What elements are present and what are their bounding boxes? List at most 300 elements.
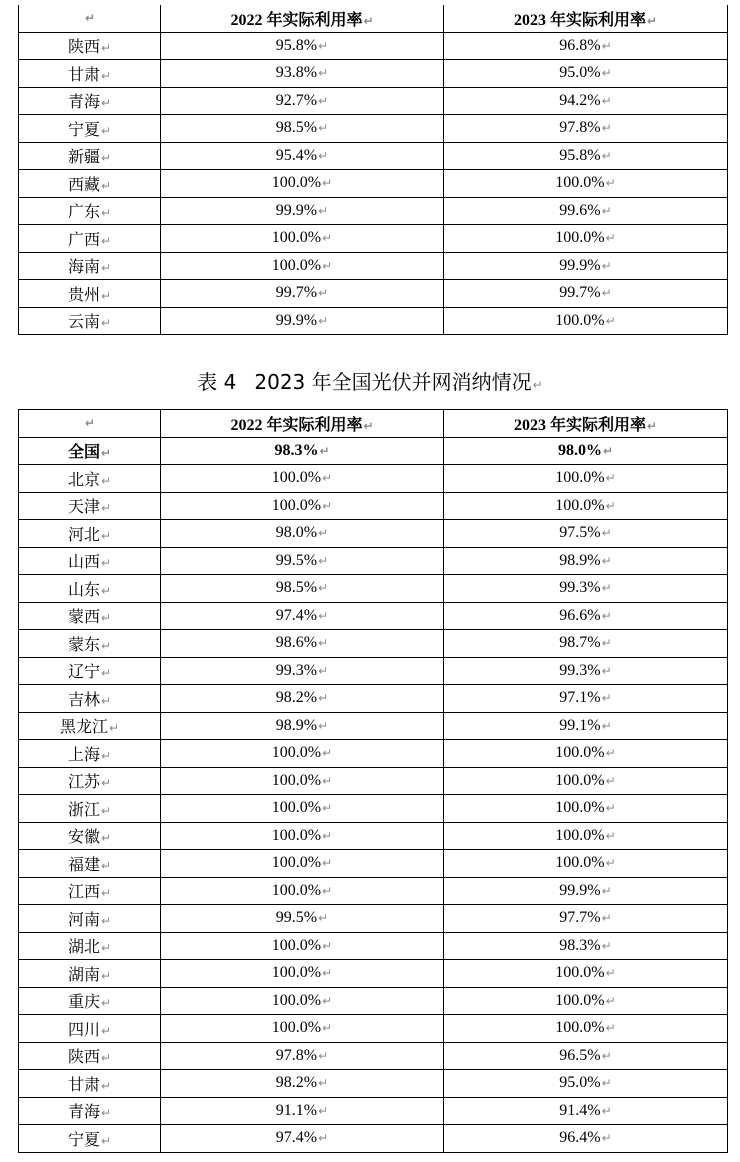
region-cell-text: 宁夏 bbox=[67, 121, 100, 139]
paragraph-mark-icon: ↵ bbox=[322, 883, 333, 898]
paragraph-mark-icon: ↵ bbox=[100, 913, 112, 928]
region-cell-text: 青海 bbox=[67, 1104, 100, 1122]
paragraph-mark-icon: ↵ bbox=[319, 443, 330, 458]
value-2023-cell bbox=[444, 657, 728, 685]
value-2022-cell bbox=[161, 767, 444, 795]
paragraph-mark-icon: ↵ bbox=[100, 968, 112, 983]
region-cell bbox=[19, 1070, 161, 1098]
table-row bbox=[19, 547, 728, 575]
region-cell-text: 吉林 bbox=[67, 691, 100, 709]
table-row bbox=[19, 850, 728, 878]
paragraph-mark-icon: ↵ bbox=[100, 151, 112, 166]
value-2022-cell-text: 99.9% bbox=[275, 201, 318, 219]
value-2022-cell bbox=[161, 1125, 444, 1153]
region-cell-text: 青海 bbox=[67, 94, 100, 112]
value-2023-cell bbox=[444, 987, 728, 1015]
paragraph-mark-icon: ↵ bbox=[100, 693, 112, 708]
value-2022-cell-text: 99.9% bbox=[275, 311, 318, 329]
paragraph-mark-icon: ↵ bbox=[100, 611, 112, 626]
region-cell bbox=[19, 1015, 161, 1043]
paragraph-mark-icon: ↵ bbox=[322, 993, 333, 1008]
value-2022-cell-text: 100.0% bbox=[271, 854, 322, 872]
paragraph-mark-icon: ↵ bbox=[100, 748, 112, 763]
table-row bbox=[19, 932, 728, 960]
value-2022-cell-text: 100.0% bbox=[271, 256, 322, 274]
value-2023-cell bbox=[444, 1042, 728, 1070]
paragraph-mark-icon: ↵ bbox=[100, 96, 112, 111]
paragraph-mark-icon: ↵ bbox=[646, 13, 658, 28]
paragraph-mark-icon: ↵ bbox=[318, 911, 329, 926]
paragraph-mark-icon: ↵ bbox=[601, 203, 612, 218]
paragraph-mark-icon: ↵ bbox=[100, 996, 112, 1011]
paragraph-mark-icon: ↵ bbox=[100, 803, 112, 818]
table-row bbox=[19, 602, 728, 630]
value-2022-cell-text: 92.7% bbox=[275, 91, 318, 109]
paragraph-mark-icon: ↵ bbox=[100, 261, 112, 276]
value-2023-cell bbox=[444, 740, 728, 768]
paragraph-mark-icon: ↵ bbox=[100, 41, 112, 56]
value-2023-cell bbox=[444, 87, 728, 115]
region-cell bbox=[19, 1097, 161, 1125]
value-2023-cell-text: 100.0% bbox=[555, 799, 605, 817]
table-4-body bbox=[19, 410, 728, 1153]
value-2022-cell-text: 98.5% bbox=[275, 119, 318, 137]
value-2022-cell-text: 100.0% bbox=[271, 744, 322, 762]
value-2022-cell-text: 98.9% bbox=[275, 716, 318, 734]
paragraph-mark-icon: ↵ bbox=[605, 471, 616, 486]
value-2022-cell-text: 98.2% bbox=[275, 1074, 318, 1092]
region-cell-text: 黑龙江 bbox=[59, 719, 108, 737]
paragraph-mark-icon: ↵ bbox=[318, 636, 329, 651]
paragraph-mark-icon: ↵ bbox=[100, 1106, 112, 1121]
paragraph-mark-icon: ↵ bbox=[601, 1103, 612, 1118]
value-2022-cell bbox=[161, 142, 444, 170]
region-cell bbox=[19, 142, 161, 170]
value-2023-cell-text: 96.8% bbox=[559, 36, 601, 54]
region-cell bbox=[19, 712, 161, 740]
paragraph-mark-icon: ↵ bbox=[100, 831, 112, 846]
value-2023-cell bbox=[444, 547, 728, 575]
table-row bbox=[19, 115, 728, 143]
table-row bbox=[19, 960, 728, 988]
region-cell bbox=[19, 740, 161, 768]
value-2023-cell bbox=[444, 225, 728, 253]
paragraph-mark-icon: ↵ bbox=[100, 638, 112, 653]
table-row bbox=[19, 225, 728, 253]
value-2023-cell bbox=[444, 60, 728, 88]
region-cell bbox=[19, 767, 161, 795]
region-cell-text: 山西 bbox=[67, 554, 100, 572]
value-2022-cell-text: 100.0% bbox=[271, 799, 322, 817]
table-row bbox=[19, 1015, 728, 1043]
value-2023-cell bbox=[444, 932, 728, 960]
value-2023-cell bbox=[444, 905, 728, 933]
value-2022-cell bbox=[161, 307, 444, 335]
value-2023-cell bbox=[444, 1125, 728, 1153]
value-2023-cell bbox=[444, 575, 728, 603]
value-2023-cell-text: 100.0% bbox=[555, 964, 605, 982]
region-cell bbox=[19, 795, 161, 823]
table-row bbox=[19, 142, 728, 170]
value-2022-cell bbox=[161, 685, 444, 713]
value-2023-cell-text: 94.2% bbox=[559, 91, 601, 109]
value-2022-cell-text: 100.0% bbox=[271, 469, 322, 487]
value-2022-cell bbox=[161, 197, 444, 225]
value-2023-cell-text: 99.7% bbox=[559, 284, 601, 302]
table-row bbox=[19, 170, 728, 198]
paragraph-mark-icon: ↵ bbox=[100, 1078, 112, 1093]
value-2022-cell bbox=[161, 280, 444, 308]
value-2023-cell bbox=[444, 307, 728, 335]
region-cell bbox=[19, 87, 161, 115]
value-2023-cell-text: 98.7% bbox=[559, 634, 601, 652]
caption-label: 表 4 bbox=[197, 370, 237, 394]
region-cell-text: 蒙东 bbox=[67, 636, 100, 654]
paragraph-mark-icon: ↵ bbox=[100, 1133, 112, 1148]
paragraph-mark-icon: ↵ bbox=[100, 556, 112, 571]
value-2023-cell bbox=[444, 960, 728, 988]
header-cell-2022 bbox=[161, 410, 444, 438]
region-cell-text: 四川 bbox=[67, 1021, 100, 1039]
value-2022-cell bbox=[161, 1070, 444, 1098]
table-row bbox=[19, 987, 728, 1015]
paragraph-mark-icon: ↵ bbox=[84, 11, 96, 26]
table-row bbox=[19, 280, 728, 308]
paragraph-mark-icon: ↵ bbox=[100, 473, 112, 488]
value-2023-cell-text: 97.7% bbox=[559, 909, 601, 927]
paragraph-mark-icon: ↵ bbox=[100, 288, 112, 303]
value-2022-cell-text: 91.1% bbox=[275, 1101, 318, 1119]
caption-title: 2023 年全国光伏并网消纳情况 bbox=[254, 370, 532, 394]
value-2023-cell-text: 95.0% bbox=[559, 1074, 601, 1092]
paragraph-mark-icon: ↵ bbox=[318, 608, 329, 623]
value-2023-cell bbox=[444, 1015, 728, 1043]
paragraph-mark-icon: ↵ bbox=[605, 856, 616, 871]
paragraph-mark-icon: ↵ bbox=[100, 858, 112, 873]
paragraph-mark-icon: ↵ bbox=[100, 666, 112, 681]
value-2022-cell-text: 100.0% bbox=[271, 964, 322, 982]
paragraph-mark-icon: ↵ bbox=[318, 1131, 329, 1146]
value-2023-cell bbox=[444, 767, 728, 795]
table-row bbox=[19, 685, 728, 713]
region-cell bbox=[19, 437, 161, 465]
paragraph-mark-icon: ↵ bbox=[318, 203, 329, 218]
paragraph-mark-icon: ↵ bbox=[605, 773, 616, 788]
paragraph-mark-icon: ↵ bbox=[601, 286, 612, 301]
value-2023-cell bbox=[444, 32, 728, 60]
value-2022-cell-text: 93.8% bbox=[275, 64, 318, 82]
value-2022-cell-text: 99.7% bbox=[275, 284, 318, 302]
header-cell-2023-text: 2023 年实际利用率 bbox=[513, 11, 646, 29]
region-cell bbox=[19, 465, 161, 493]
region-cell-text: 贵州 bbox=[67, 286, 100, 304]
paragraph-mark-icon: ↵ bbox=[100, 316, 112, 331]
value-2022-cell bbox=[161, 465, 444, 493]
paragraph-mark-icon: ↵ bbox=[322, 828, 333, 843]
table-row bbox=[19, 1042, 728, 1070]
value-2023-cell bbox=[444, 1070, 728, 1098]
table-row bbox=[19, 252, 728, 280]
value-2023-cell-text: 100.0% bbox=[555, 229, 605, 247]
value-2023-cell bbox=[444, 492, 728, 520]
value-2022-cell bbox=[161, 1042, 444, 1070]
region-cell bbox=[19, 960, 161, 988]
region-cell-text: 江苏 bbox=[67, 774, 100, 792]
value-2022-cell bbox=[161, 905, 444, 933]
region-cell-text: 北京 bbox=[67, 471, 100, 489]
value-2022-cell bbox=[161, 795, 444, 823]
value-2023-cell-text: 100.0% bbox=[555, 771, 605, 789]
paragraph-mark-icon: ↵ bbox=[605, 1021, 616, 1036]
header-row bbox=[19, 410, 728, 438]
header-cell-2022-text: 2022 年实际利用率 bbox=[230, 11, 363, 29]
value-2022-cell bbox=[161, 437, 444, 465]
region-cell bbox=[19, 1125, 161, 1153]
table-3-body bbox=[19, 5, 728, 335]
region-cell-text: 重庆 bbox=[67, 994, 100, 1012]
region-cell-text: 福建 bbox=[67, 856, 100, 874]
value-2022-cell-text: 100.0% bbox=[271, 936, 322, 954]
table-row bbox=[19, 877, 728, 905]
value-2022-cell-text: 99.5% bbox=[275, 551, 318, 569]
table-row bbox=[19, 767, 728, 795]
paragraph-mark-icon: ↵ bbox=[318, 553, 329, 568]
value-2023-cell-text: 100.0% bbox=[555, 826, 605, 844]
value-2023-cell-text: 100.0% bbox=[555, 496, 605, 514]
paragraph-mark-icon: ↵ bbox=[601, 526, 612, 541]
paragraph-mark-icon: ↵ bbox=[100, 528, 112, 543]
value-2023-cell-text: 98.0% bbox=[557, 441, 602, 459]
paragraph-mark-icon: ↵ bbox=[318, 93, 329, 108]
paragraph-mark-icon: ↵ bbox=[363, 418, 374, 433]
value-2023-cell-text: 99.1% bbox=[559, 716, 601, 734]
table-row bbox=[19, 465, 728, 493]
header-cell-region bbox=[19, 410, 161, 438]
value-2023-cell-text: 100.0% bbox=[555, 311, 605, 329]
value-2023-cell-text: 100.0% bbox=[555, 1019, 605, 1037]
value-2022-cell-text: 95.4% bbox=[275, 146, 318, 164]
region-cell-text: 山东 bbox=[67, 581, 100, 599]
value-2023-cell bbox=[444, 170, 728, 198]
region-cell-text: 河南 bbox=[67, 911, 100, 929]
value-2022-cell bbox=[161, 850, 444, 878]
paragraph-mark-icon: ↵ bbox=[601, 66, 612, 81]
value-2022-cell bbox=[161, 1015, 444, 1043]
table-row bbox=[19, 60, 728, 88]
value-2023-cell bbox=[444, 437, 728, 465]
paragraph-mark-icon: ↵ bbox=[605, 746, 616, 761]
region-cell-text: 广东 bbox=[67, 204, 100, 222]
table-row bbox=[19, 87, 728, 115]
region-cell bbox=[19, 547, 161, 575]
region-cell bbox=[19, 60, 161, 88]
value-2023-cell bbox=[444, 712, 728, 740]
region-cell-text: 海南 bbox=[67, 259, 100, 277]
value-2022-cell-text: 99.5% bbox=[275, 909, 318, 927]
region-cell bbox=[19, 630, 161, 658]
header-cell-2023-text: 2023 年实际利用率 bbox=[513, 416, 646, 434]
paragraph-mark-icon: ↵ bbox=[605, 828, 616, 843]
region-cell-text: 新疆 bbox=[67, 149, 100, 167]
paragraph-mark-icon: ↵ bbox=[532, 378, 543, 392]
table-row bbox=[19, 822, 728, 850]
region-cell bbox=[19, 932, 161, 960]
value-2023-cell-text: 95.0% bbox=[559, 64, 601, 82]
paragraph-mark-icon: ↵ bbox=[318, 718, 329, 733]
value-2022-cell bbox=[161, 87, 444, 115]
paragraph-mark-icon: ↵ bbox=[318, 38, 329, 53]
value-2022-cell-text: 100.0% bbox=[271, 826, 322, 844]
value-2022-cell-text: 100.0% bbox=[271, 771, 322, 789]
value-2023-cell-text: 100.0% bbox=[555, 174, 605, 192]
region-cell bbox=[19, 115, 161, 143]
value-2022-cell bbox=[161, 32, 444, 60]
region-cell bbox=[19, 280, 161, 308]
value-2023-cell-text: 100.0% bbox=[555, 469, 605, 487]
value-2023-cell-text: 96.5% bbox=[559, 1046, 601, 1064]
paragraph-mark-icon: ↵ bbox=[601, 911, 612, 926]
region-cell-text: 全国 bbox=[67, 444, 100, 462]
value-2022-cell-text: 100.0% bbox=[271, 229, 322, 247]
region-cell-text: 西藏 bbox=[67, 176, 100, 194]
paragraph-mark-icon: ↵ bbox=[318, 286, 329, 301]
value-2022-cell-text: 100.0% bbox=[271, 881, 322, 899]
region-cell bbox=[19, 32, 161, 60]
region-cell-text: 河北 bbox=[67, 526, 100, 544]
region-cell bbox=[19, 685, 161, 713]
value-2023-cell bbox=[444, 1097, 728, 1125]
value-2022-cell-text: 97.4% bbox=[275, 606, 318, 624]
value-2022-cell bbox=[161, 960, 444, 988]
paragraph-mark-icon: ↵ bbox=[605, 313, 616, 328]
paragraph-mark-icon: ↵ bbox=[100, 178, 112, 193]
paragraph-mark-icon: ↵ bbox=[322, 801, 333, 816]
value-2023-cell-text: 97.8% bbox=[559, 119, 601, 137]
paragraph-mark-icon: ↵ bbox=[322, 471, 333, 486]
table-row bbox=[19, 630, 728, 658]
paragraph-mark-icon: ↵ bbox=[318, 581, 329, 596]
region-cell-text: 云南 bbox=[67, 314, 100, 332]
region-cell bbox=[19, 657, 161, 685]
paragraph-mark-icon: ↵ bbox=[318, 66, 329, 81]
value-2022-cell-text: 100.0% bbox=[271, 174, 322, 192]
value-2022-cell bbox=[161, 60, 444, 88]
table-3-wind-utilization bbox=[18, 5, 728, 335]
paragraph-mark-icon: ↵ bbox=[108, 721, 120, 736]
table-row bbox=[19, 520, 728, 548]
region-cell-text: 蒙西 bbox=[67, 609, 100, 627]
value-2022-cell bbox=[161, 987, 444, 1015]
region-cell-text: 宁夏 bbox=[67, 1131, 100, 1149]
paragraph-mark-icon: ↵ bbox=[601, 1048, 612, 1063]
value-2023-cell-text: 95.8% bbox=[559, 146, 601, 164]
paragraph-mark-icon: ↵ bbox=[100, 886, 112, 901]
paragraph-mark-icon: ↵ bbox=[601, 938, 612, 953]
table-row bbox=[19, 307, 728, 335]
region-cell-text: 陕西 bbox=[67, 1049, 100, 1067]
value-2022-cell-text: 99.3% bbox=[275, 661, 318, 679]
region-cell-text: 安徽 bbox=[67, 829, 100, 847]
paragraph-mark-icon: ↵ bbox=[605, 801, 616, 816]
paragraph-mark-icon: ↵ bbox=[100, 68, 112, 83]
paragraph-mark-icon: ↵ bbox=[318, 526, 329, 541]
value-2023-cell-text: 99.3% bbox=[559, 579, 601, 597]
region-cell-text: 湖南 bbox=[67, 966, 100, 984]
value-2022-cell bbox=[161, 252, 444, 280]
value-2023-cell bbox=[444, 115, 728, 143]
region-cell bbox=[19, 225, 161, 253]
value-2023-cell bbox=[444, 252, 728, 280]
paragraph-mark-icon: ↵ bbox=[322, 231, 333, 246]
region-cell-text: 广西 bbox=[67, 231, 100, 249]
value-2022-cell bbox=[161, 225, 444, 253]
value-2023-cell bbox=[444, 877, 728, 905]
paragraph-mark-icon: ↵ bbox=[601, 883, 612, 898]
paragraph-mark-icon: ↵ bbox=[100, 446, 112, 461]
value-2022-cell-text: 98.6% bbox=[275, 634, 318, 652]
paragraph-mark-icon: ↵ bbox=[100, 233, 112, 248]
paragraph-mark-icon: ↵ bbox=[318, 1076, 329, 1091]
paragraph-mark-icon: ↵ bbox=[100, 501, 112, 516]
value-2022-cell-text: 98.2% bbox=[275, 689, 318, 707]
paragraph-mark-icon: ↵ bbox=[100, 123, 112, 138]
paragraph-mark-icon: ↵ bbox=[601, 663, 612, 678]
value-2023-cell bbox=[444, 630, 728, 658]
header-cell-2023 bbox=[444, 5, 728, 32]
paragraph-mark-icon: ↵ bbox=[601, 1131, 612, 1146]
region-cell bbox=[19, 575, 161, 603]
paragraph-mark-icon: ↵ bbox=[318, 313, 329, 328]
value-2022-cell bbox=[161, 822, 444, 850]
paragraph-mark-icon: ↵ bbox=[601, 608, 612, 623]
table-row bbox=[19, 905, 728, 933]
paragraph-mark-icon: ↵ bbox=[318, 691, 329, 706]
header-cell-2022 bbox=[161, 5, 444, 32]
region-cell bbox=[19, 492, 161, 520]
paragraph-mark-icon: ↵ bbox=[601, 718, 612, 733]
value-2022-cell bbox=[161, 712, 444, 740]
value-2023-cell-text: 96.4% bbox=[559, 1129, 601, 1147]
region-cell bbox=[19, 252, 161, 280]
region-cell bbox=[19, 520, 161, 548]
table-row bbox=[19, 492, 728, 520]
region-cell bbox=[19, 822, 161, 850]
value-2023-cell-text: 99.9% bbox=[559, 881, 601, 899]
paragraph-mark-icon: ↵ bbox=[100, 941, 112, 956]
value-2022-cell-text: 97.4% bbox=[275, 1129, 318, 1147]
value-2023-cell-text: 100.0% bbox=[555, 744, 605, 762]
value-2022-cell bbox=[161, 492, 444, 520]
paragraph-mark-icon: ↵ bbox=[100, 776, 112, 791]
paragraph-mark-icon: ↵ bbox=[646, 418, 658, 433]
paragraph-mark-icon: ↵ bbox=[601, 38, 612, 53]
value-2023-cell-text: 97.5% bbox=[559, 524, 601, 542]
table-row bbox=[19, 575, 728, 603]
paragraph-mark-icon: ↵ bbox=[605, 966, 616, 981]
paragraph-mark-icon: ↵ bbox=[100, 583, 112, 598]
header-cell-2023 bbox=[444, 410, 728, 438]
paragraph-mark-icon: ↵ bbox=[601, 636, 612, 651]
paragraph-mark-icon: ↵ bbox=[318, 121, 329, 136]
region-cell bbox=[19, 850, 161, 878]
paragraph-mark-icon: ↵ bbox=[322, 773, 333, 788]
value-2023-cell bbox=[444, 197, 728, 225]
value-2022-cell-text: 97.8% bbox=[275, 1046, 318, 1064]
paragraph-mark-icon: ↵ bbox=[601, 581, 612, 596]
value-2022-cell bbox=[161, 520, 444, 548]
region-cell-text: 甘肃 bbox=[67, 1076, 100, 1094]
region-cell-text: 天津 bbox=[67, 499, 100, 517]
